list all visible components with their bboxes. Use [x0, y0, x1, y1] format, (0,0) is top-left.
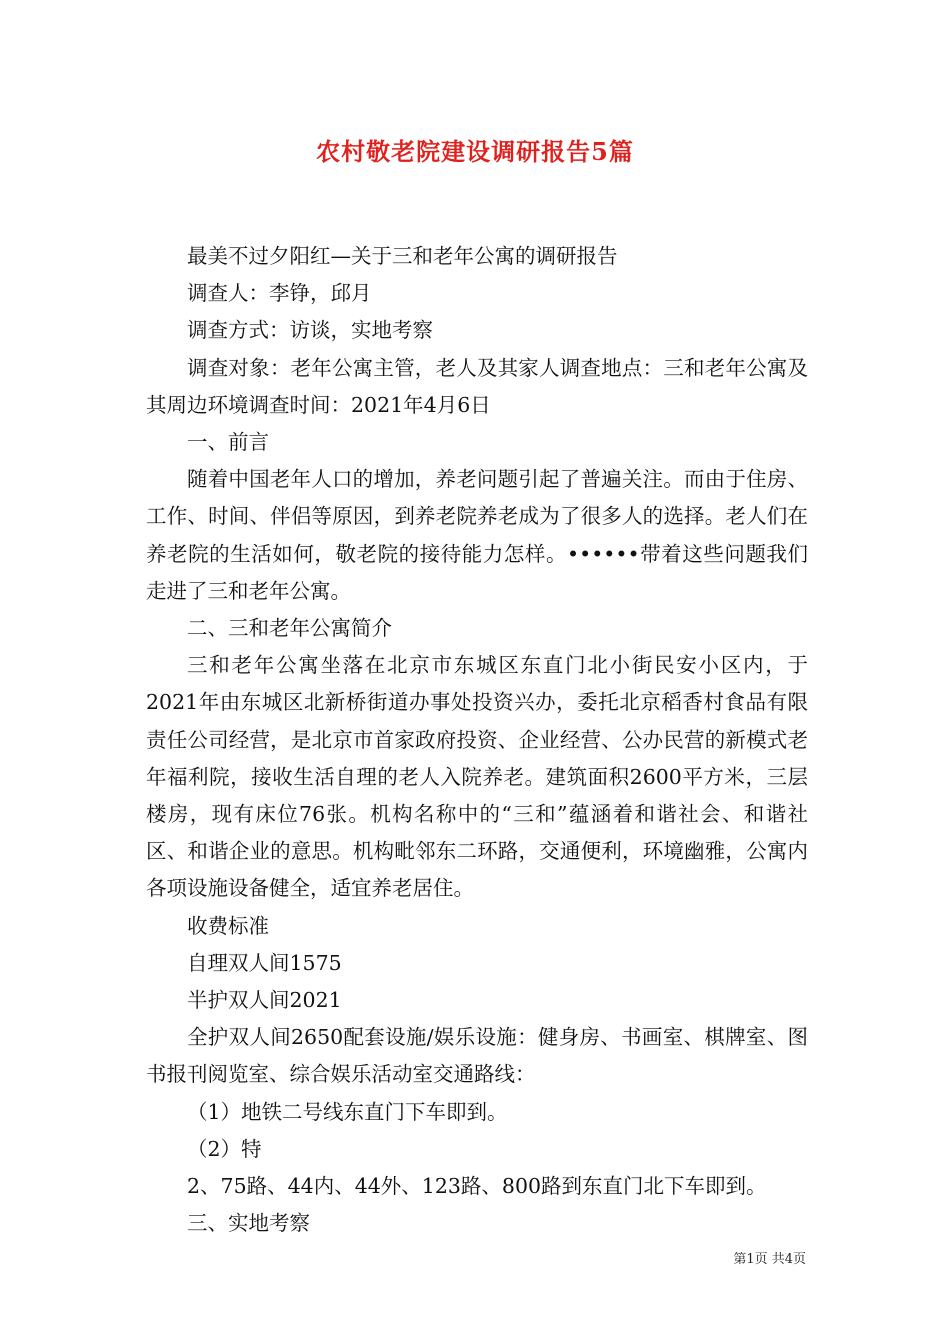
section-heading-intro: 二、三和老年公寓简介: [187, 616, 392, 641]
paragraph-subtitle: 最美不过夕阳红—关于三和老年公寓的调研报告: [187, 244, 618, 268]
document-title: 农村敬老院建设调研报告5篇: [316, 137, 634, 166]
section-heading-preface: 一、前言: [187, 430, 269, 455]
paragraph-route-2: （2）特: [187, 1136, 262, 1161]
paragraph-investigators: 调查人：李铮，邱月: [187, 281, 372, 306]
page-footer: 第1页 共4页: [733, 1252, 806, 1267]
paragraph-fee-self-care: 自理双人间1575: [187, 950, 342, 975]
paragraph-fee-semi-care: 半护双人间2021: [187, 988, 342, 1013]
section-heading-field-visit: 三、实地考察: [187, 1211, 310, 1236]
paragraph-intro: 三和老年公寓坐落在北京市东城区东直门北小街民安小区内，于2021年由东城区北新桥街道办事处投资兴办，委托北京稻香村食品有限责任公司经营，是北京市首家政府投资、企业经营、公办民营的新模式老年福利院，接收生活自理的老人入院养老。建筑面积2600平方米，三层楼房，现有床位76张。机构名称中的“三和”蕴涵着和谐社会、和谐社区、和谐企业的意思。机构毗邻东二环路，交通便利，环境幽雅，公寓内各项设施设备健全，适宜养老居住。: [146, 653, 808, 901]
document-body: [146, 238, 808, 1242]
paragraph-preface: 随着中国老年人口的增加，养老问题引起了普遍关注。而由于住房、工作、时间、伴侣等原因，到养老院养老成为了很多人的选择。老人们在养老院的生活如何，敬老院的接待能力怎样。••••••带着这些问题我们走进了三和老年公寓。: [146, 467, 808, 603]
paragraph-fee-full-care: 全护双人间2650配套设施/娱乐设施：健身房、书画室、棋牌室、图书报刊阅览室、综合娱乐活动室交通路线：: [146, 1025, 808, 1087]
paragraph-subjects: 调查对象：老年公寓主管，老人及其家人调查地点：三和老年公寓及其周边环境调查时间：2021年4月6日: [146, 355, 808, 417]
paragraph-route-1: （1）地铁二号线东直门下车即到。: [187, 1099, 508, 1124]
paragraph-method: 调查方式：访谈，实地考察: [187, 318, 433, 343]
paragraph-bus-routes: 2、75路、44内、44外、123路、800路到东直门北下车即到。: [187, 1174, 767, 1199]
paragraph-fee-heading: 收费标准: [187, 913, 269, 938]
